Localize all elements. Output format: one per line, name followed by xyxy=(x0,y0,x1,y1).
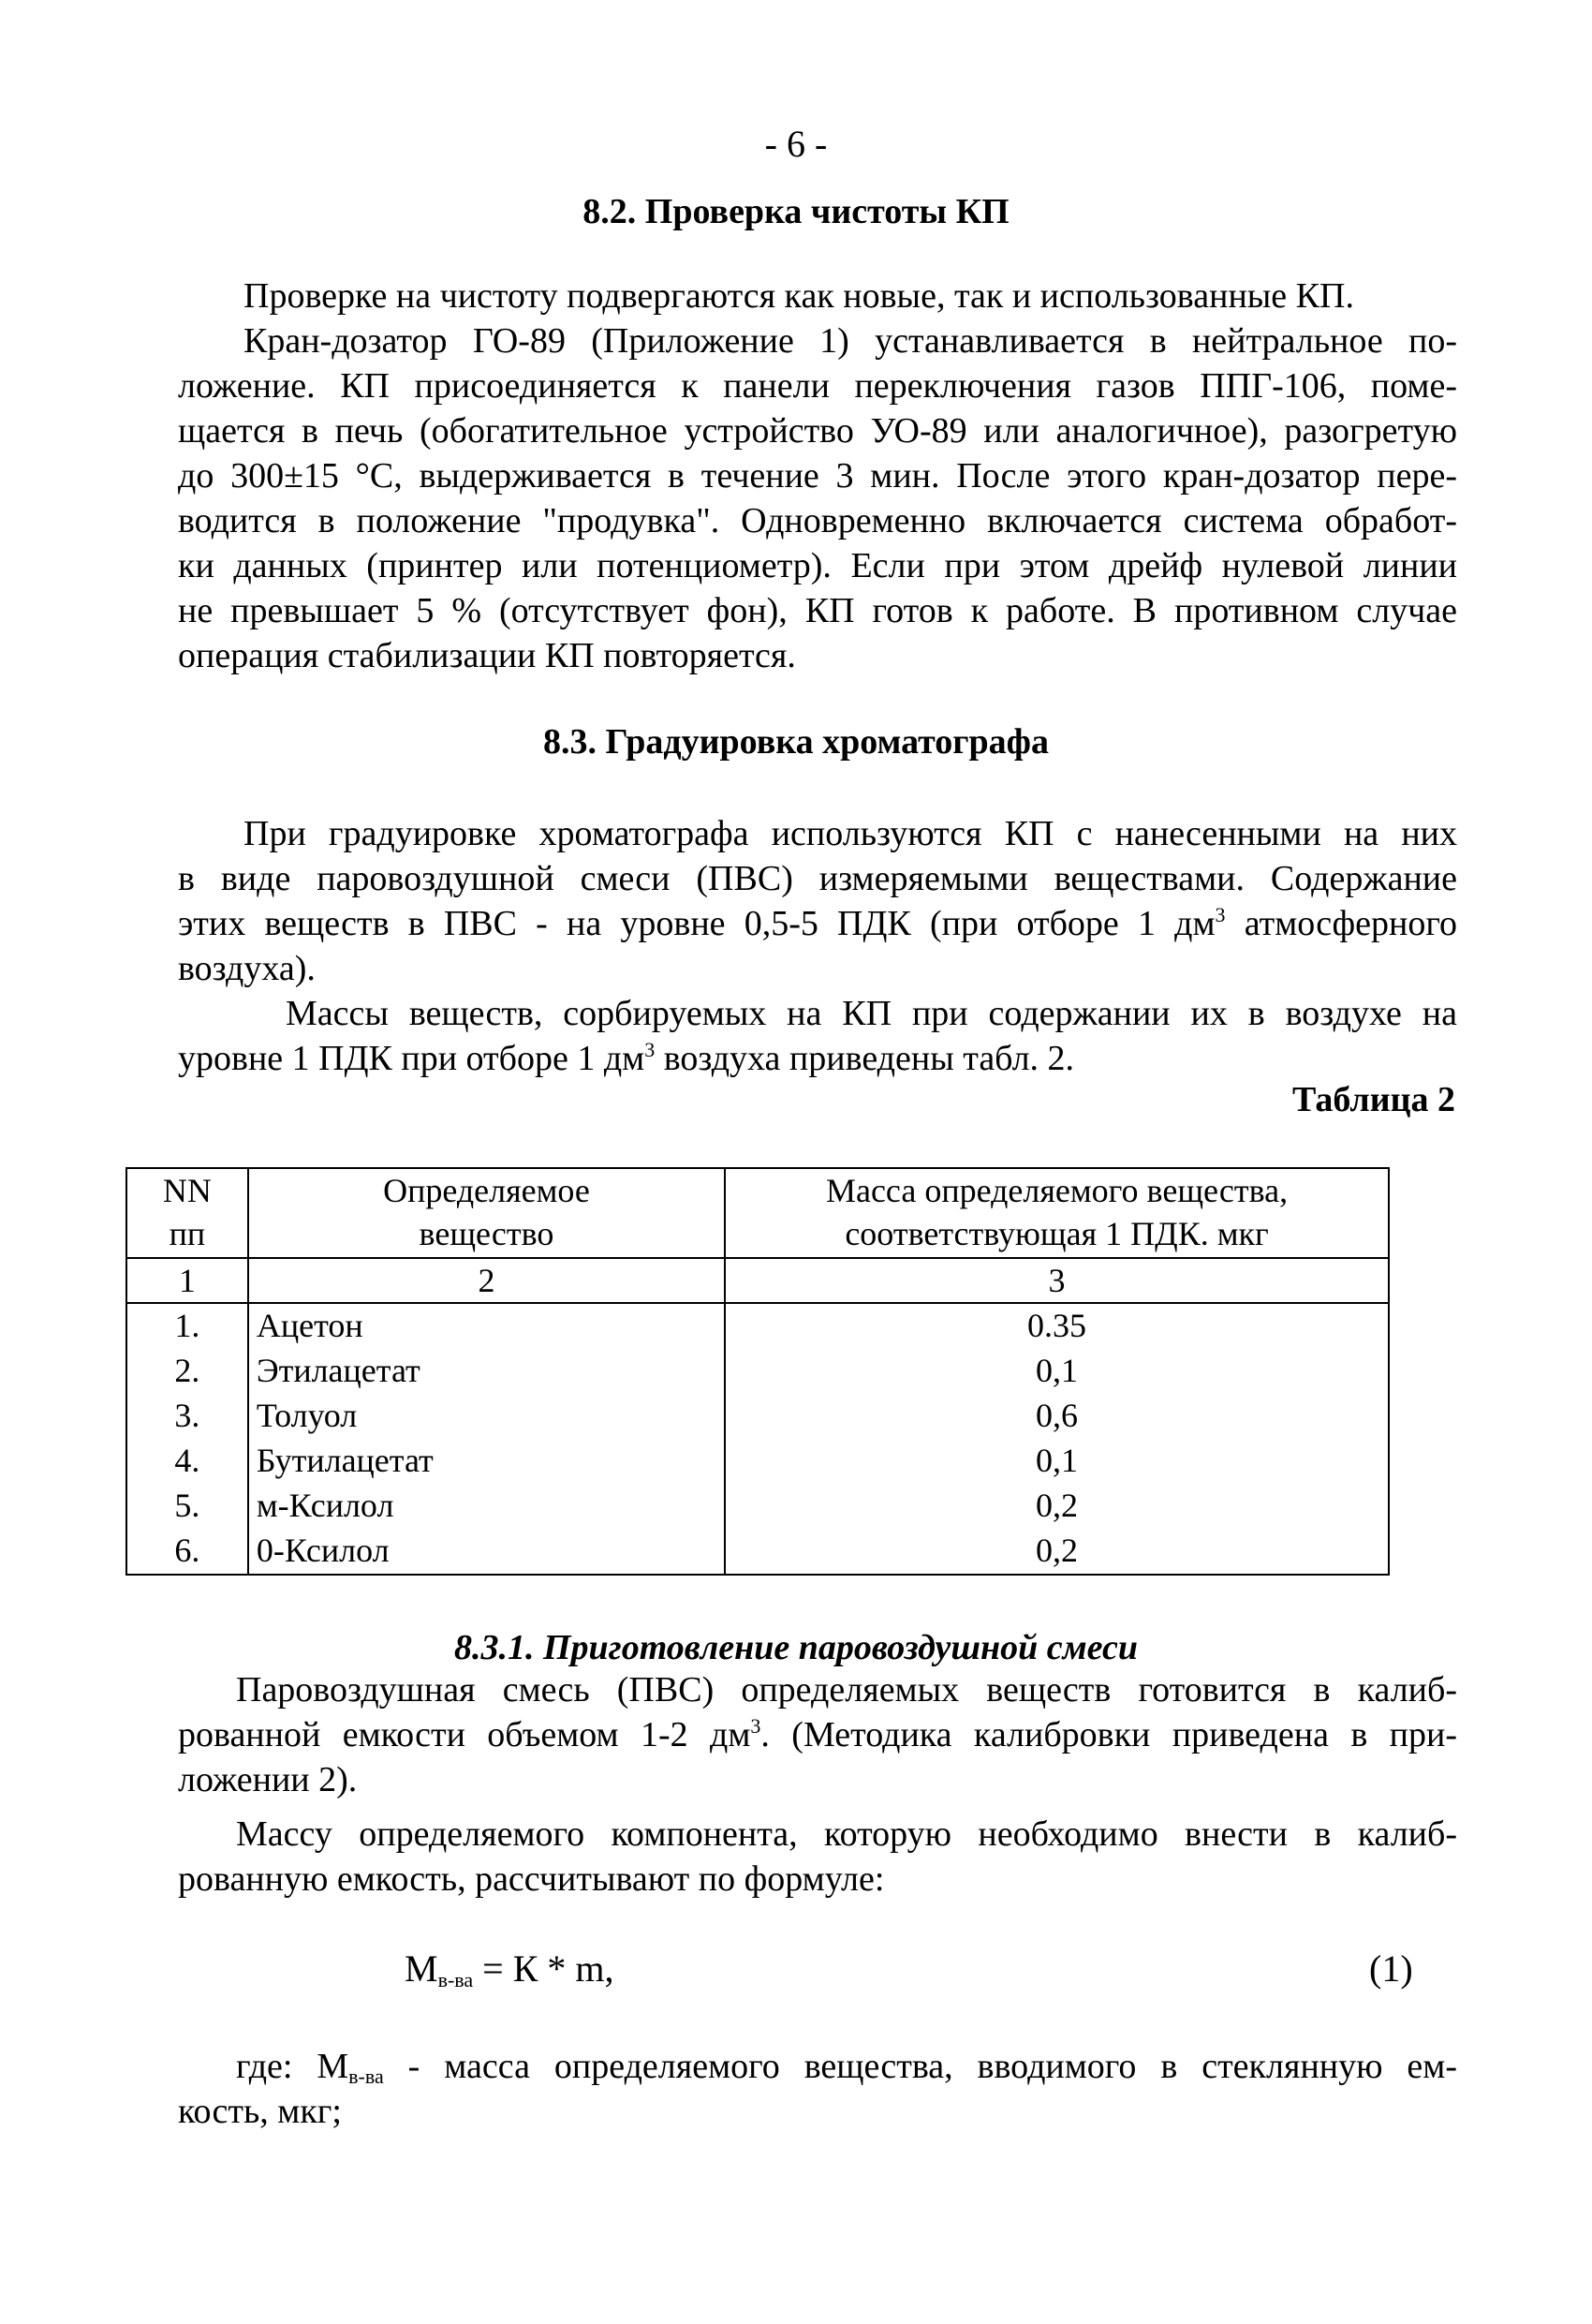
column-number-cell: 1 xyxy=(126,1258,248,1303)
text-fragment: уровне 1 ПДК при отборе 1 дм xyxy=(178,1039,645,1078)
paragraph-8-3-calibration xyxy=(178,811,1457,991)
mass-cell: 0,1 xyxy=(725,1349,1389,1394)
column-number-cell: 2 xyxy=(248,1258,725,1303)
paragraph-8-2-procedure xyxy=(178,318,1457,678)
paragraph-where xyxy=(178,2044,1457,2134)
superscript: 3 xyxy=(644,1038,656,1061)
substance-cell: Толуол xyxy=(248,1394,725,1439)
subscript: в-ва xyxy=(348,2065,384,2088)
formula-symbol: М xyxy=(405,1947,438,1990)
text-line: Массу определяемого компонента, которую необходимо внести в калиб- xyxy=(236,1814,1457,1854)
superscript: 3 xyxy=(1215,903,1226,926)
text-line: операция стабилизации КП повторяется. xyxy=(178,636,796,675)
page-number: - 6 - xyxy=(764,123,828,165)
paragraph-8-3-1-mixture xyxy=(178,1667,1457,1802)
row-number-cell: 5. xyxy=(126,1484,248,1529)
text-line: воздуха). xyxy=(178,949,316,988)
text-fragment: где: М xyxy=(236,2047,349,2086)
text-fragment: рованной емкости объемом 1-2 дм xyxy=(178,1715,751,1754)
text-line: ложении 2). xyxy=(178,1760,358,1799)
header-text: NN xyxy=(162,1172,212,1209)
row-number-cell: 6. xyxy=(126,1529,248,1575)
text-line: щается в печь (обогатительное устройство УО-89 или аналогичное), разогретую xyxy=(178,411,1457,451)
section-heading-8-2: 8.2. Проверка чистоты КП xyxy=(582,192,1010,231)
text-line xyxy=(178,1712,1457,1757)
substance-cell: м-Ксилол xyxy=(248,1484,725,1529)
header-text: пп xyxy=(169,1215,206,1252)
header-text: вещество xyxy=(419,1215,554,1252)
table-row xyxy=(126,1439,1389,1484)
subsection-heading-8-3-1: 8.3.1. Приготовление паровоздушной смеси xyxy=(453,1628,1138,1667)
text-line: до 300±15 °С, выдерживается в течение 3 мин. После этого кран-дозатор пере- xyxy=(178,456,1457,496)
table-row xyxy=(126,1394,1389,1439)
mass-cell: 0,1 xyxy=(725,1439,1389,1484)
formula xyxy=(405,1947,614,1991)
text-line xyxy=(178,901,1457,946)
formula-subscript: в-ва xyxy=(437,1968,474,1991)
paragraph-8-2-intro xyxy=(178,274,1457,318)
header-cell-substance xyxy=(248,1168,725,1258)
substance-cell: 0-Ксилол xyxy=(248,1529,725,1575)
formula-number: (1) xyxy=(1369,1947,1413,1990)
header-text: соответствующая 1 ПДК. мкг xyxy=(845,1215,1269,1252)
mass-cell: 0,2 xyxy=(725,1484,1389,1529)
table-column-number-row xyxy=(126,1258,1389,1303)
text-fragment: этих веществ в ПВС - на уровне 0,5-5 ПДК (при отборе 1 дм xyxy=(178,904,1216,943)
text-line: При градуировке хроматографа используются КП с нанесенными на них xyxy=(243,814,1457,853)
row-number-cell: 3. xyxy=(126,1394,248,1439)
header-cell-mass xyxy=(725,1168,1389,1258)
column-number-cell: 3 xyxy=(725,1258,1389,1303)
text-fragment: . (Методика калибровки приведена в при- xyxy=(760,1715,1457,1754)
substance-cell: Бутилацетат xyxy=(248,1439,725,1484)
table-row xyxy=(126,1349,1389,1394)
substance-cell: Этилацетат xyxy=(248,1349,725,1394)
section-heading-8-3: 8.3. Градуировка хроматографа xyxy=(543,722,1049,762)
mass-cell: 0,2 xyxy=(725,1529,1389,1575)
row-number-cell: 4. xyxy=(126,1439,248,1484)
table-row xyxy=(126,1484,1389,1529)
substance-cell: Ацетон xyxy=(248,1303,725,1349)
text-fragment: - масса определяемого вещества, вводимого в стеклянную ем- xyxy=(383,2047,1458,2086)
text-line: в виде паровоздушной смеси (ПВС) измеряемыми веществами. Содержание xyxy=(178,859,1457,898)
table-caption: Таблица 2 xyxy=(1291,1080,1455,1119)
mass-cell: 0,6 xyxy=(725,1394,1389,1439)
text-line: Кран-дозатор ГО-89 (Приложение 1) устанавливается в нейтральное по- xyxy=(243,321,1457,361)
table-row xyxy=(126,1303,1389,1349)
mass-cell: 0.35 xyxy=(725,1303,1389,1349)
paragraph-8-3-1-mass xyxy=(178,1812,1457,1902)
text-line: не превышает 5 % (отсутствует фон), КП готов к работе. В противном случае xyxy=(178,591,1457,630)
data-table xyxy=(125,1167,1390,1576)
header-cell-number xyxy=(126,1168,248,1258)
header-text: Определяемое xyxy=(383,1172,590,1209)
text-line: рованную емкость, рассчитывают по формуле: xyxy=(178,1859,885,1899)
text-line: кость, мкг; xyxy=(178,2092,342,2131)
text-fragment: воздуха приведены табл. 2. xyxy=(655,1039,1075,1078)
text-line: ки данных (принтер или потенциометр). Если при этом дрейф нулевой линии xyxy=(178,546,1457,585)
text-line: Массы веществ, сорбируемых на КП при содержании их в воздухе на xyxy=(286,994,1457,1033)
row-number-cell: 1. xyxy=(126,1303,248,1349)
text-line: Проверке на чистоту подвергаются как новые, так и использованные КП. xyxy=(243,276,1354,316)
text-fragment: атмосферного xyxy=(1225,904,1457,943)
text-line: ложение. КП присоединяется к панели переключения газов ППГ-106, поме- xyxy=(178,366,1457,406)
text-line xyxy=(178,1036,1457,1081)
table-header-row xyxy=(126,1168,1389,1258)
text-line: Паровоздушная смесь (ПВС) определяемых веществ готовится в калиб- xyxy=(236,1670,1457,1710)
header-text: Масса определяемого вещества, xyxy=(825,1172,1289,1209)
table-row xyxy=(126,1529,1389,1575)
paragraph-8-3-masses xyxy=(178,991,1457,1081)
text-line xyxy=(178,2044,1457,2089)
superscript: 3 xyxy=(750,1714,761,1738)
row-number-cell: 2. xyxy=(126,1349,248,1394)
text-line: водится в положение "продувка". Одновременно включается система обработ- xyxy=(178,501,1457,540)
formula-expression: = К * m, xyxy=(473,1947,614,1990)
